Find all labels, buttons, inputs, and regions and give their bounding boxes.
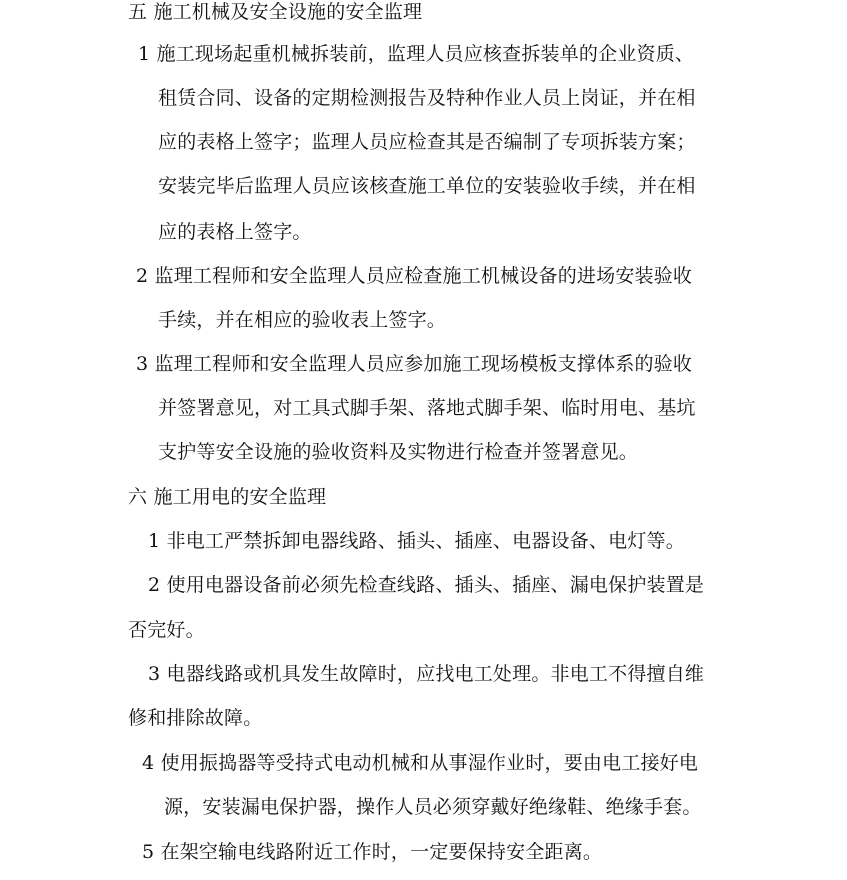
text-line: 应的表格上签字。	[158, 221, 312, 243]
text-line: 租赁合同、设备的定期检测报告及特种作业人员上岗证，并在相	[158, 87, 696, 109]
text-line: 4 使用振捣器等受持式电动机械和从事湿作业时，要由电工接好电	[142, 752, 699, 774]
text-line: 并签署意见，对工具式脚手架、落地式脚手架、临时用电、基坑	[158, 397, 696, 419]
section-heading: 六 施工用电的安全监理	[128, 486, 327, 508]
text-line: 3 电器线路或机具发生故障时，应找电工处理。非电工不得擅自维	[148, 663, 705, 685]
text-line: 支护等安全设施的验收资料及实物进行检查并签署意见。	[158, 441, 639, 463]
section-heading: 五 施工机械及安全设施的安全监理	[128, 1, 423, 23]
text-line: 修和排除故障。	[128, 707, 263, 729]
text-line: 2 监理工程师和安全监理人员应检查施工机械设备的进场安装验收	[136, 265, 693, 287]
text-line: 安装完毕后监理人员应该核查施工单位的安装验收手续，并在相	[158, 175, 696, 197]
text-line: 2 使用电器设备前必须先检查线路、插头、插座、漏电保护装置是	[148, 574, 705, 596]
text-line: 否完好。	[128, 619, 205, 641]
text-line: 源，安装漏电保护器，操作人员必须穿戴好绝缘鞋、绝缘手套。	[164, 796, 702, 818]
text-line: 手续，并在相应的验收表上签字。	[158, 309, 447, 331]
text-line: 3 监理工程师和安全监理人员应参加施工现场模板支撑体系的验收	[136, 353, 693, 375]
text-line: 1 施工现场起重机械拆装前，监理人员应核查拆装单的企业资质、	[138, 43, 695, 65]
text-line: 1 非电工严禁拆卸电器线路、插头、插座、电器设备、电灯等。	[148, 530, 685, 552]
text-line: 5 在架空输电线路附近工作时，一定要保持安全距离。	[142, 841, 603, 863]
text-line: 应的表格上签字；监理人员应检查其是否编制了专项拆装方案；	[158, 131, 696, 153]
